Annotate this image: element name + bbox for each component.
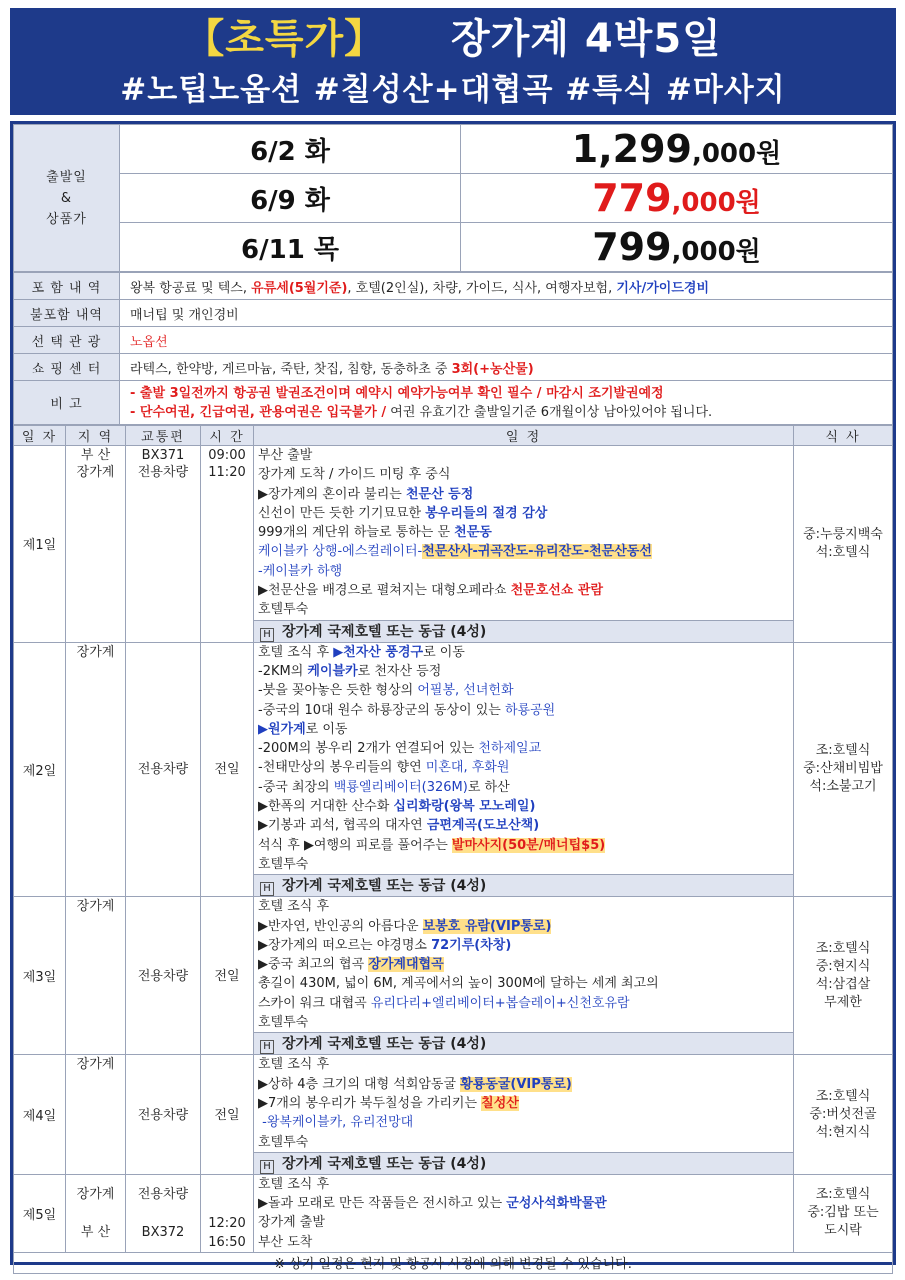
page-title [10, 14, 896, 64]
hotel-icon: H [260, 628, 274, 642]
meal: 석:소불고기 [809, 779, 877, 795]
schedule-line: -왕복케이블카, 유리전망대 [258, 1115, 414, 1131]
remark-line: - 출발 3일전까지 항공권 발권조건이며 예약시 예약가능여부 확인 필수 / 마감시 조기발권예정 [130, 385, 664, 401]
price-amount: 799 [592, 225, 672, 269]
region-name: 장가계 [76, 1186, 115, 1202]
text: ▶중국 최고의 협곡 [258, 957, 369, 973]
schedule-line: 호텔투숙 [258, 1134, 309, 1150]
schedule-line: 호텔투숙 [258, 856, 309, 872]
schedule-line [254, 504, 793, 523]
price-suffix: ,000원 [691, 139, 782, 169]
transport: 전용차량 [126, 897, 201, 1055]
meal: 중:누룽지백숙 [803, 526, 883, 542]
hotel-name: 장가계 국제호텔 또는 동급 (4성) [282, 878, 487, 895]
col-day: 일 자 [14, 426, 66, 446]
text: ▶기봉과 괴석, 협곡의 대자연 [258, 818, 427, 834]
meal: 석:삼겹살 [815, 976, 871, 992]
attraction: 천하제일교 [478, 741, 542, 757]
day-label: 제1일 [14, 446, 66, 643]
meal: 석:호텔식 [815, 544, 871, 560]
show: 천문호선쇼 관람 [510, 583, 604, 599]
text: - 단수여권, 긴급여권, 관용여권은 입국불가 / [130, 404, 387, 420]
schedule-line [254, 701, 793, 720]
schedule-line [254, 662, 793, 681]
time [201, 446, 254, 643]
col-schedule: 일 정 [254, 426, 794, 446]
day-label: 제5일 [14, 1174, 66, 1252]
time: 전일 [201, 1055, 254, 1174]
hotel-name: 장가계 국제호텔 또는 동급 (4성) [282, 1155, 487, 1172]
attraction: 황룡동굴(VIP통로) [460, 1076, 572, 1092]
schedule-line [254, 917, 793, 936]
schedule [254, 1055, 794, 1174]
transport: 전용차량 [126, 1055, 201, 1174]
meals [794, 642, 893, 897]
flight-number: BX371 [141, 448, 185, 463]
hotel-row [254, 620, 793, 642]
hotel-icon: H [260, 1160, 274, 1174]
schedule-line [254, 681, 793, 700]
schedule-line: 부산 도착 [258, 1234, 313, 1250]
text: ▶한폭의 거대한 산수화 [258, 799, 394, 815]
meal: 조:호텔식 [815, 1088, 871, 1104]
text: -붓을 꽂아놓은 듯한 형상의 [258, 683, 418, 699]
schedule-line [254, 720, 793, 739]
schedule-line [254, 739, 793, 758]
shopping-count: 3회(+농산물) [451, 361, 534, 377]
attraction: 케이블카 [307, 663, 358, 679]
label-line: 출발일 [46, 169, 87, 185]
attraction: 금편계곡(도보산책) [426, 818, 540, 834]
attraction: 유리다리+엘리베이터+봅슬레이+신천호유람 [370, 995, 630, 1011]
itinerary-footnote: ※ 상기 일정은 현지 및 항공사 사정에 의해 변경될 수 있습니다. [14, 1252, 893, 1273]
attraction: 어필봉, 선녀헌화 [417, 683, 514, 699]
attraction: 십리화랑(왕복 모노레일) [393, 799, 536, 815]
text: 호텔 조식 후 [258, 644, 334, 660]
price-info-table [13, 124, 893, 272]
day-label: 제3일 [14, 897, 66, 1055]
region: 장가계 [66, 1055, 126, 1174]
departure-price-label [14, 125, 120, 272]
text: 999개의 계단위 하늘로 통하는 문 [258, 525, 455, 541]
schedule [254, 1174, 794, 1252]
schedule [254, 642, 794, 897]
meal: 무제한 [824, 994, 862, 1010]
schedule [254, 897, 794, 1055]
shopping-label: 쇼 핑 센 터 [14, 354, 120, 381]
optional-tour-value: 노옵션 [120, 327, 893, 354]
schedule-line [254, 643, 793, 662]
attraction: 장가계대협곡 [368, 957, 444, 973]
text: ▶7개의 봉우리가 북두칠성을 가리키는 [258, 1095, 482, 1111]
day-row [14, 642, 893, 897]
schedule-line [254, 1194, 793, 1213]
schedule-line [254, 936, 793, 955]
meals [794, 446, 893, 643]
text: 신선이 만든 듯한 기기묘묘한 [258, 505, 426, 521]
attraction: 군성사석화박물관 [506, 1196, 607, 1212]
text: -중국 최장의 [258, 779, 334, 795]
flight-number: BX372 [141, 1224, 185, 1240]
transport [126, 1174, 201, 1252]
text: 로 이동 [305, 721, 348, 737]
schedule-line [254, 485, 793, 504]
schedule [254, 446, 794, 643]
time-value: 11:20 [208, 465, 246, 480]
attraction: 하룡공원 [504, 702, 556, 718]
meals [794, 897, 893, 1055]
attraction: 백룡엘리베이터(326M) [333, 779, 468, 795]
day-row [14, 1055, 893, 1174]
region: 장가계 [66, 642, 126, 897]
hotel-row [254, 1152, 793, 1174]
time: 전일 [201, 897, 254, 1055]
tour-price [461, 125, 893, 174]
text: -천태만상의 봉우리들의 향연 [258, 760, 426, 776]
price-amount: 779 [592, 176, 672, 220]
meal: 중:김밥 또는 [807, 1205, 879, 1221]
time [201, 1174, 254, 1252]
text: ▶천문산을 배경으로 펼쳐지는 대형오페라쇼 [258, 583, 511, 599]
text: -중국의 10대 원수 하룡장군의 동상이 있는 [258, 702, 505, 718]
schedule-line: 장가계 도착 / 가이드 미팅 후 중식 [258, 467, 451, 483]
text: ▶장가계의 혼이라 불리는 [258, 486, 406, 502]
schedule-line [254, 758, 793, 777]
time-value: 09:00 [208, 448, 246, 463]
departure-date: 6/9 화 [120, 174, 461, 223]
day-row [14, 1174, 893, 1252]
time-value: 16:50 [208, 1234, 246, 1250]
meal: 중:산채비빔밥 [803, 761, 883, 777]
meal: 석:현지식 [815, 1124, 871, 1140]
special-price-tag: 【초특가】 [184, 16, 386, 62]
schedule-line: 호텔 조식 후 [258, 899, 330, 915]
schedule-line [254, 816, 793, 835]
schedule-line [254, 1075, 793, 1094]
time-value: 12:20 [208, 1215, 246, 1231]
transport [126, 446, 201, 643]
text: -200M의 봉우리 2개가 연결되어 있는 [258, 741, 479, 757]
title-banner [10, 8, 896, 115]
text: 케이블카 상행-에스컬레이터- [258, 544, 423, 560]
text: , 호텔(2인실), 차량, 가이드, 식사, 여행자보험, [347, 280, 617, 296]
region: 장가계 [66, 897, 126, 1055]
tour-price [461, 174, 893, 223]
meals [794, 1055, 893, 1174]
attraction: 72기루(차창) [431, 937, 512, 953]
schedule-line: 호텔투숙 [258, 1015, 309, 1031]
schedule-line: 부산 출발 [258, 448, 313, 463]
hashtags: #노팁노옵션 #칠성산+대협곡 #특식 #마사지 [120, 72, 786, 108]
day-label: 제2일 [14, 642, 66, 897]
tour-price [461, 223, 893, 272]
included-items [120, 273, 893, 300]
price-amount: 1,299 [571, 127, 692, 171]
hotel-row [254, 874, 793, 896]
transport: 전용차량 [126, 642, 201, 897]
schedule-line: 호텔 조식 후 [258, 1057, 330, 1073]
meal: 조:호텔식 [815, 743, 871, 759]
schedule-line [254, 542, 793, 561]
meal: 중:현지식 [815, 958, 871, 974]
excluded-items: 매너팁 및 개인경비 [120, 300, 893, 327]
excluded-label: 불포함 내역 [14, 300, 120, 327]
attraction: 봉우리들의 절경 감상 [425, 505, 548, 521]
hotel-name: 장가계 국제호텔 또는 동급 (4성) [282, 623, 487, 640]
schedule-line: 총길이 430M, 넓이 6M, 계곡에서의 높이 300M에 달하는 세계 최고의 [258, 976, 659, 992]
col-meals: 식 사 [794, 426, 893, 446]
hotel-row [254, 1032, 793, 1054]
day-label: 제4일 [14, 1055, 66, 1174]
meal: 도시락 [824, 1223, 862, 1239]
schedule-line: 호텔 조식 후 [258, 1176, 330, 1192]
vehicle: 전용차량 [137, 465, 189, 480]
text: 로 하산 [467, 779, 510, 795]
driver-guide-fee: 기사/가이드경비 [616, 280, 710, 296]
col-transport: 교통편 [126, 426, 201, 446]
text: 로 이동 [423, 644, 465, 660]
region-name: 부 산 [80, 448, 111, 463]
attraction: 칠성산 [481, 1095, 519, 1111]
schedule-line [254, 523, 793, 542]
meal: 중:버섯전골 [809, 1106, 877, 1122]
text: 왕복 항공료 및 텍스, [130, 280, 252, 296]
massage: 발마사지(50분/매너팁$5) [451, 837, 606, 853]
shopping-value [120, 354, 893, 381]
text: ▶반자연, 반인공의 아름다운 [258, 918, 423, 934]
remark-line [130, 403, 882, 422]
optional-tour-label: 선 택 관 광 [14, 327, 120, 354]
time: 전일 [201, 642, 254, 897]
schedule-line: 호텔투숙 [258, 602, 309, 618]
attraction: ▶천자산 풍경구 [333, 644, 424, 660]
remarks-label: 비 고 [14, 381, 120, 425]
remarks [120, 381, 893, 425]
vehicle: 전용차량 [137, 1186, 189, 1202]
attraction: 보봉호 유람(VIP통로) [422, 918, 552, 934]
label-line: & [60, 190, 73, 206]
hotel-icon: H [260, 1040, 274, 1054]
attraction: 미혼대, 후화원 [425, 760, 510, 776]
fuel-surcharge: 유류세(5월기준) [251, 280, 348, 296]
schedule-line: 장가계 출발 [258, 1215, 325, 1231]
text: ▶상하 4층 크기의 대형 석회암동굴 [258, 1076, 461, 1092]
included-label: 포 함 내 역 [14, 273, 120, 300]
attraction: 천문산사-귀곡잔도-유리잔도-천문산동선 [422, 544, 652, 560]
meal: 조:호텔식 [815, 1187, 871, 1203]
schedule-line [254, 836, 793, 855]
text: 석식 후 ▶여행의 피로를 풀어주는 [258, 837, 452, 853]
schedule-line [254, 581, 793, 600]
price-suffix: ,000원 [671, 237, 761, 267]
itinerary-table [13, 425, 893, 1274]
schedule-line [254, 797, 793, 816]
text: ▶돌과 모래로 만든 작품들은 전시하고 있는 [258, 1196, 507, 1212]
text: 스카이 워크 대협곡 [258, 995, 371, 1011]
departure-date: 6/11 목 [120, 223, 461, 272]
schedule-line [254, 778, 793, 797]
region [66, 446, 126, 643]
itinerary-header [14, 426, 893, 446]
label-line: 상품가 [46, 211, 87, 227]
schedule-line [254, 994, 793, 1013]
text: ▶장가계의 떠오르는 야경명소 [258, 937, 432, 953]
attraction: 천문동 [454, 525, 492, 541]
hotel-name: 장가계 국제호텔 또는 동급 (4성) [282, 1036, 487, 1053]
schedule-line [254, 955, 793, 974]
departure-date: 6/2 화 [120, 125, 461, 174]
text: 여권 유효기간 출발일기준 6개월이상 남아있어야 됩니다. [386, 404, 713, 420]
region-name: 부 산 [80, 1224, 111, 1240]
day-row [14, 446, 893, 643]
tour-info-frame [10, 121, 896, 1273]
region-name: 장가계 [76, 465, 115, 480]
hotel-icon: H [260, 882, 274, 896]
col-region: 지 역 [66, 426, 126, 446]
schedule-line: -케이블카 하행 [258, 563, 343, 579]
text: -2KM의 [258, 663, 308, 679]
text: 로 천자산 등정 [357, 663, 442, 679]
day-row [14, 897, 893, 1055]
meals [794, 1174, 893, 1252]
price-suffix: ,000원 [671, 188, 761, 218]
schedule-line [254, 1094, 793, 1113]
attraction: ▶원가계 [258, 721, 306, 737]
tour-details-table [13, 272, 893, 425]
region [66, 1174, 126, 1252]
col-time: 시 간 [201, 426, 254, 446]
text: 라텍스, 한약방, 게르마늄, 죽탄, 찻집, 침향, 동충하초 중 [130, 361, 452, 377]
tour-title: 장가계 4박5일 [451, 16, 722, 62]
attraction: 천문산 등정 [405, 486, 474, 502]
meal: 조:호텔식 [815, 940, 871, 956]
